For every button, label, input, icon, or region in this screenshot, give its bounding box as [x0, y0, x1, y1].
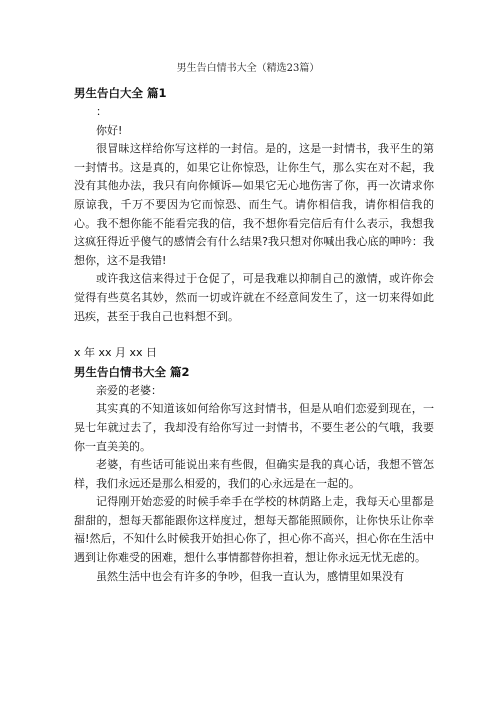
section-1-paragraph: 很冒昧这样给你写这样的一封信。是的，这是一封情书，我平生的第一封情书。这是真的，如果它让你惊恐，让你生气，那么实在对不起，我没有其他办法，我只有向你倾诉—如果它无心地伤害了你，再一次请求你原谅我，千万不要因为它而惊恐、而生气。请你相信我，请你相信我的心。我不想你能不能看完我的信，我不想你看完信后有什么表示，我想我这疯狂得近乎傻气的感情会有什么结果?我只想对你喊出我心底的呻吟：我想你，这不是我错! — [74, 142, 434, 267]
section-1-paragraph-greeting: 你好! — [96, 123, 123, 137]
section-2-paragraph: 记得刚开始恋爱的时候手牵手在学校的林荫路上走，我每天心里都是甜甜的，想每天都能跟你这样度过，想每天都能照顾你，让你快乐让你幸福!然后，不知什么时候我开始担心你了，担心你不高兴，担心你在生活中遇到让你难受的困难，想什么事情都替你担着，想让你永远无忧无虑的。 — [74, 495, 434, 565]
section-1-date: x 年 xx 月 xx 日 — [74, 346, 158, 360]
section-gap — [74, 326, 434, 344]
section-2-paragraph-salutation: 亲爱的老婆： — [96, 383, 162, 397]
section-1-paragraph: 或许我这信来得过于仓促了，可是我难以抑制自己的激情，或许你会觉得有些莫名其妙，然而一切或许就在不经意间发生了，这一切来得如此迅疾，甚至于我自己也料想不到。 — [74, 272, 434, 323]
section-2-heading: 男生告白情书大全 篇2 — [74, 364, 190, 379]
section-2-paragraph: 其实真的不知道该如何给你写这封情书，但是从咱们恋爱到现在，一晃七年就过去了，我却没有给你写过一封情书，不要生老公的气哦，我要你一直美美的。 — [74, 402, 434, 453]
page-header-title: 男生告白情书大全（精选23篇） — [176, 63, 320, 74]
section-1-paragraph-salutation: ： — [96, 105, 107, 118]
section-2-paragraph: 老婆，有些话可能说出来有些假，但确实是我的真心话，我想不管怎样，我们永远还是那么相爱的，我们的心永远是在一起的。 — [74, 458, 434, 490]
section-2-paragraph: 虽然生活中也会有许多的争吵，但我一直认为，感情里如果没有 — [96, 569, 404, 583]
section-1-heading: 男生告白大全 篇1 — [74, 86, 167, 100]
document-body — [74, 84, 434, 586]
